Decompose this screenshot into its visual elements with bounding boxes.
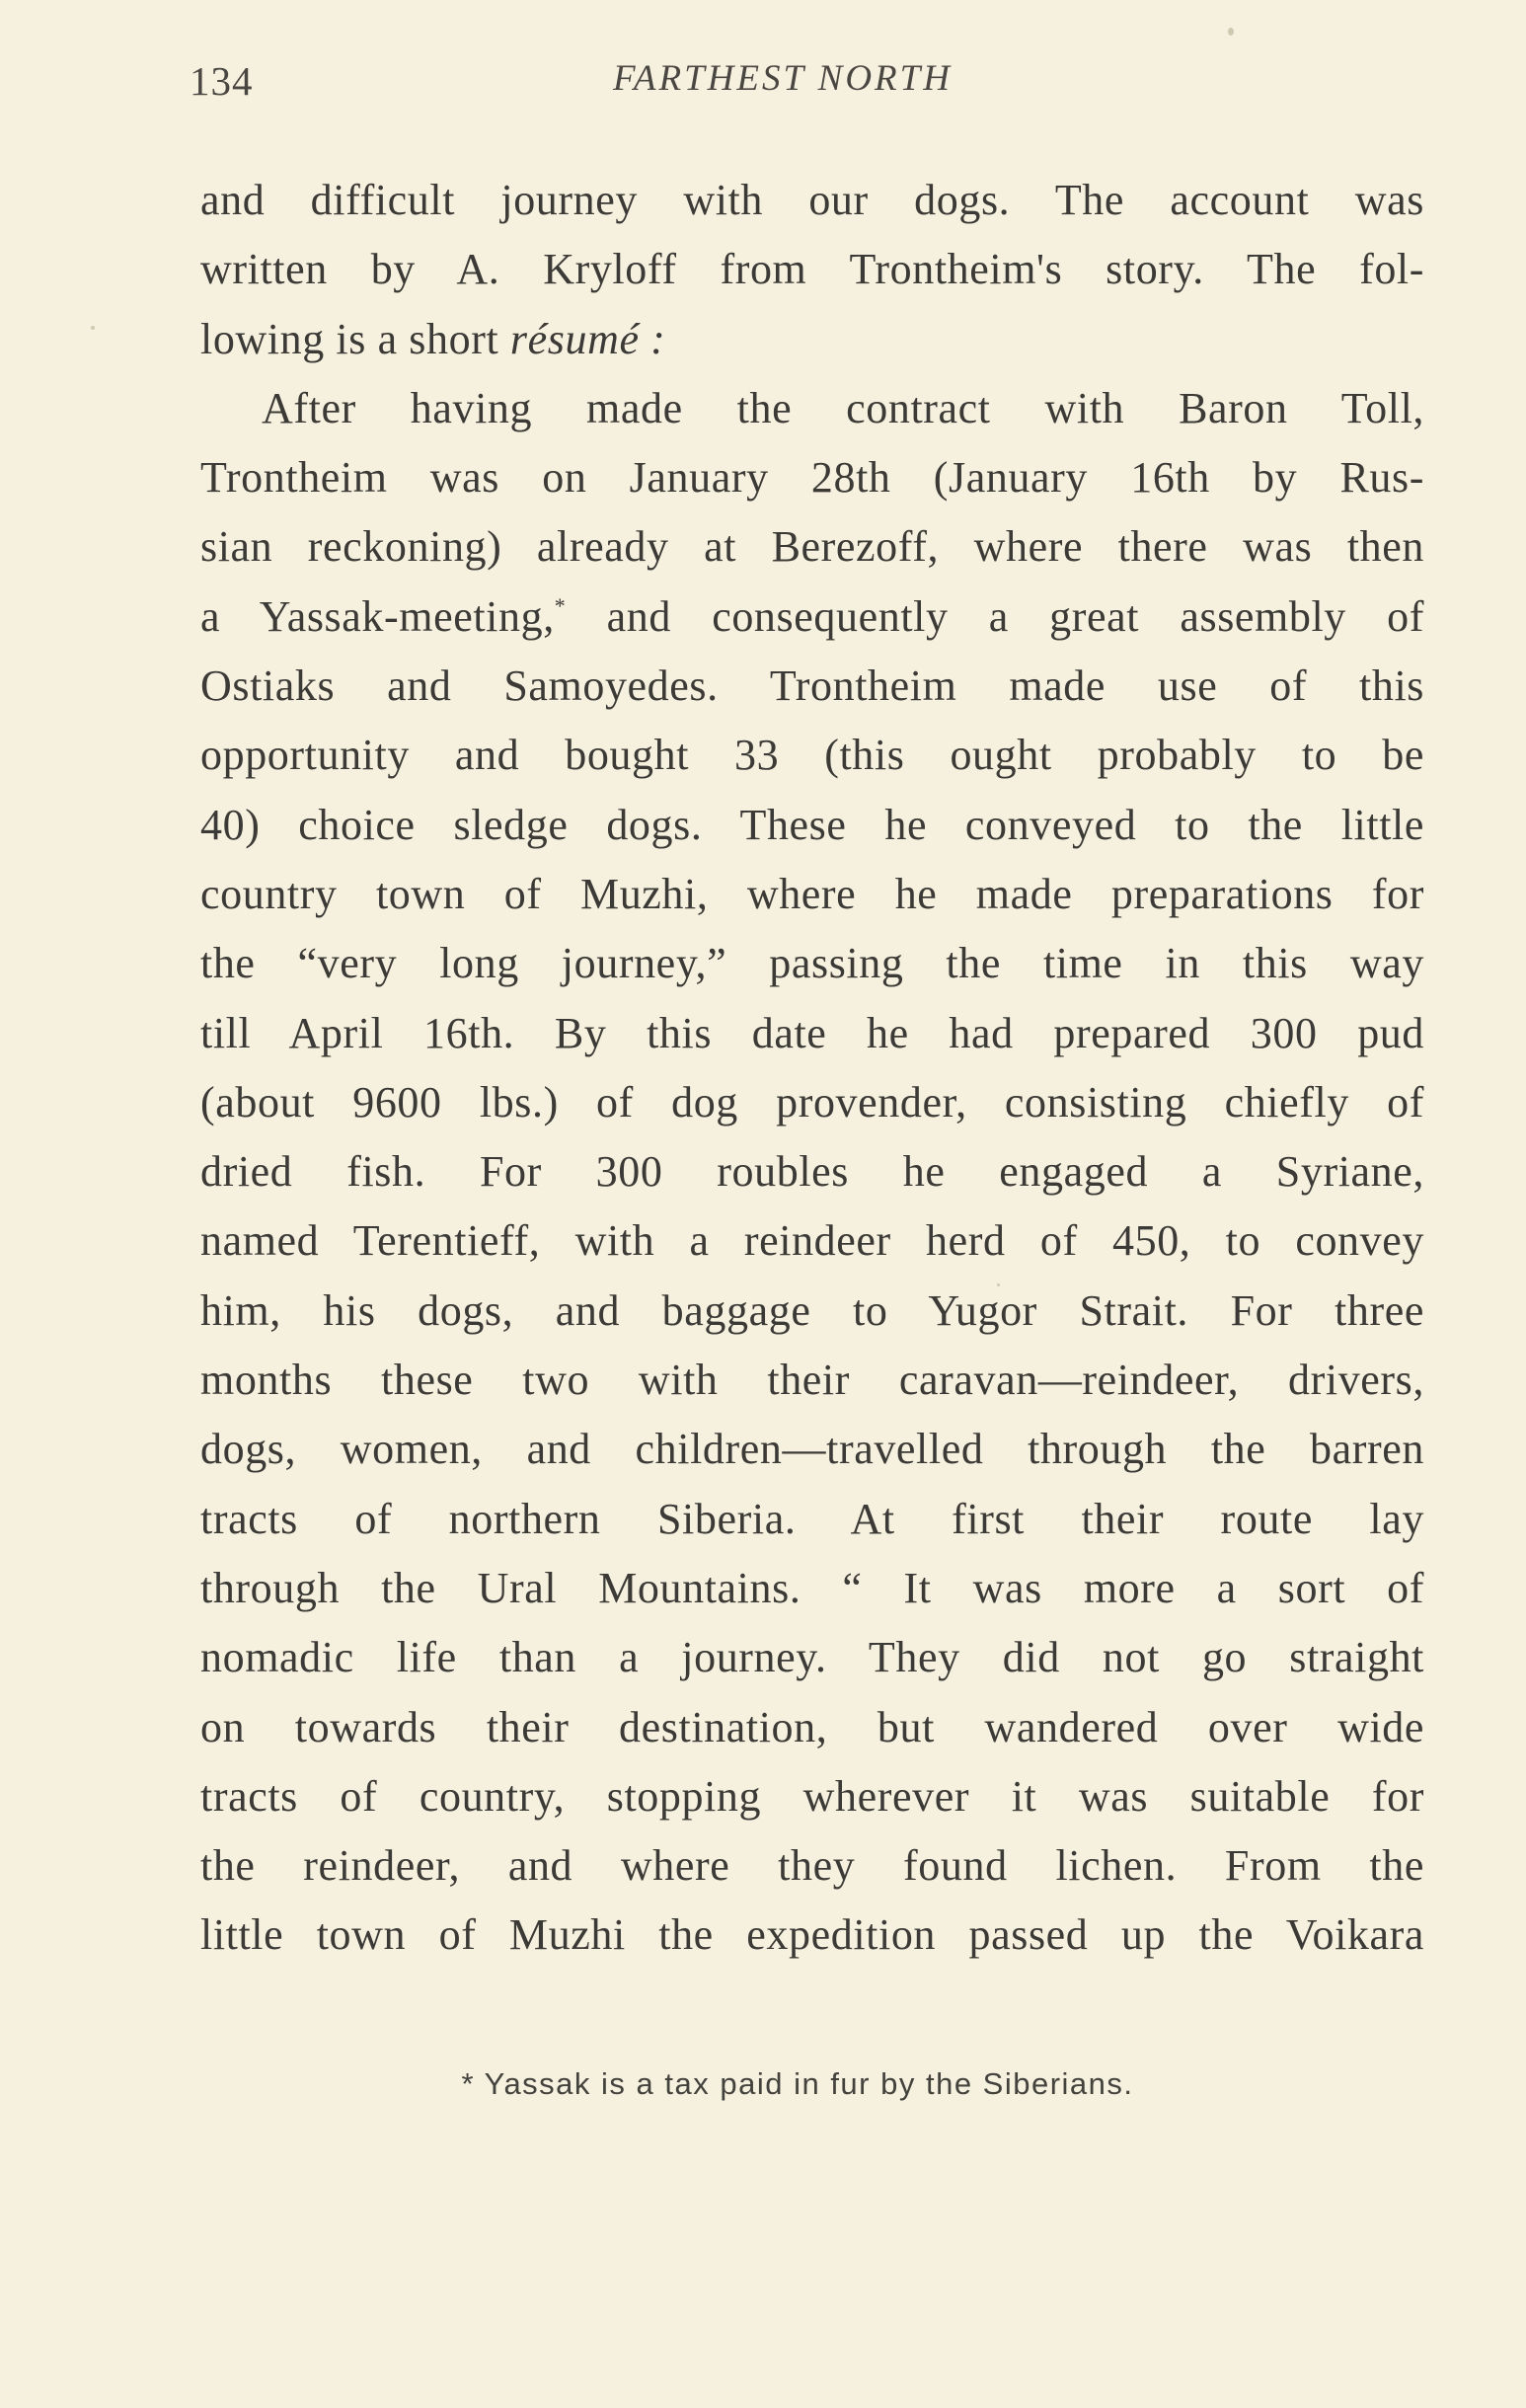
text-run: written by A. Kryloff from Trontheim's story. The fol- bbox=[200, 245, 1424, 294]
text-line bbox=[200, 1693, 1424, 1762]
text-line bbox=[200, 929, 1424, 998]
text-line bbox=[200, 1068, 1424, 1137]
text-run: After having made the contract with Baron Toll, bbox=[262, 383, 1424, 432]
text-run: sian reckoning) already at Berezoff, where there was then bbox=[200, 522, 1424, 572]
paragraph-first-line bbox=[200, 374, 1424, 443]
text-line bbox=[200, 652, 1424, 721]
text-run: a Yassak-meeting, bbox=[200, 591, 555, 641]
running-title: FARTHEST NORTH bbox=[613, 58, 953, 99]
text-run: opportunity and bought 33 (this ought probably to be bbox=[200, 731, 1424, 780]
text-line bbox=[200, 1206, 1424, 1276]
text-line bbox=[200, 721, 1424, 790]
paper-speck bbox=[1228, 28, 1234, 36]
footnote-marker: * bbox=[554, 592, 567, 618]
text-run: country town of Muzhi, where he made preparations for bbox=[200, 869, 1424, 918]
text-run: till April 16th. By this date he had prepared 300 pud bbox=[200, 1008, 1424, 1057]
text-run: Trontheim was on January 28th (January 16th by Rus- bbox=[200, 453, 1424, 503]
text-line bbox=[200, 1485, 1424, 1554]
text-run: nomadic life than a journey. They did not go straight bbox=[200, 1633, 1424, 1682]
text-line bbox=[200, 443, 1424, 512]
text-run: dogs, women, and children—travelled through the barren bbox=[200, 1425, 1424, 1474]
text-run: and difficult journey with our dogs. The account was bbox=[200, 176, 1424, 224]
text-run: dried fish. For 300 roubles he engaged a Syriane, bbox=[200, 1147, 1424, 1197]
text-run: months these two with their caravan—reindeer, drivers, bbox=[200, 1356, 1424, 1405]
paper-speck bbox=[91, 326, 95, 330]
italic-term: résumé : bbox=[509, 314, 666, 363]
text-line bbox=[200, 1831, 1424, 1901]
text-run: through the Ural Mountains. “ It was more a sort of bbox=[200, 1563, 1424, 1612]
text-line bbox=[200, 1762, 1424, 1831]
text-run: tracts of country, stopping wherever it was suitable for bbox=[200, 1771, 1424, 1821]
page-number: 134 bbox=[190, 58, 254, 104]
text-run: named Terentieff, with a reindeer herd of 450, to convey bbox=[200, 1216, 1424, 1266]
text-line bbox=[200, 791, 1424, 860]
text-run: Ostiaks and Samoyedes. Trontheim made use of this bbox=[200, 661, 1424, 711]
paper-speck bbox=[997, 1283, 1000, 1286]
text-run: (about 9600 lbs.) of dog provender, consisting chiefly of bbox=[200, 1077, 1424, 1126]
text-line bbox=[200, 583, 1424, 652]
text-line bbox=[200, 512, 1424, 582]
body-text bbox=[200, 166, 1424, 1971]
text-line bbox=[200, 1277, 1424, 1346]
text-run: the “very long journey,” passing the time in this way bbox=[200, 939, 1424, 988]
text-line bbox=[200, 1554, 1424, 1623]
text-run: 40) choice sledge dogs. These he conveyed to the little bbox=[200, 800, 1424, 849]
text-line bbox=[200, 166, 1424, 235]
text-line bbox=[200, 1901, 1424, 1970]
text-run: tracts of northern Siberia. At first their route lay bbox=[200, 1494, 1424, 1543]
text-line bbox=[200, 235, 1424, 304]
text-run: and consequently a great assembly of bbox=[566, 591, 1424, 641]
text-line bbox=[200, 305, 1424, 374]
text-run: on towards their destination, but wandered over wide bbox=[200, 1702, 1424, 1751]
text-line bbox=[200, 1415, 1424, 1484]
text-line bbox=[200, 860, 1424, 929]
text-run: little town of Muzhi the expedition passed up the Voikara bbox=[200, 1910, 1424, 1960]
text-run: him, his dogs, and baggage to Yugor Strait. For three bbox=[200, 1285, 1424, 1335]
text-line bbox=[200, 1137, 1424, 1206]
text-line bbox=[200, 1623, 1424, 1692]
text-run: the reindeer, and where they found lichen. From the bbox=[200, 1841, 1424, 1891]
text-line bbox=[200, 999, 1424, 1068]
footnote: * Yassak is a tax paid in fur by the Siberians. bbox=[461, 2066, 1134, 2101]
text-line bbox=[200, 1346, 1424, 1415]
text-run: lowing is a short bbox=[200, 314, 510, 363]
